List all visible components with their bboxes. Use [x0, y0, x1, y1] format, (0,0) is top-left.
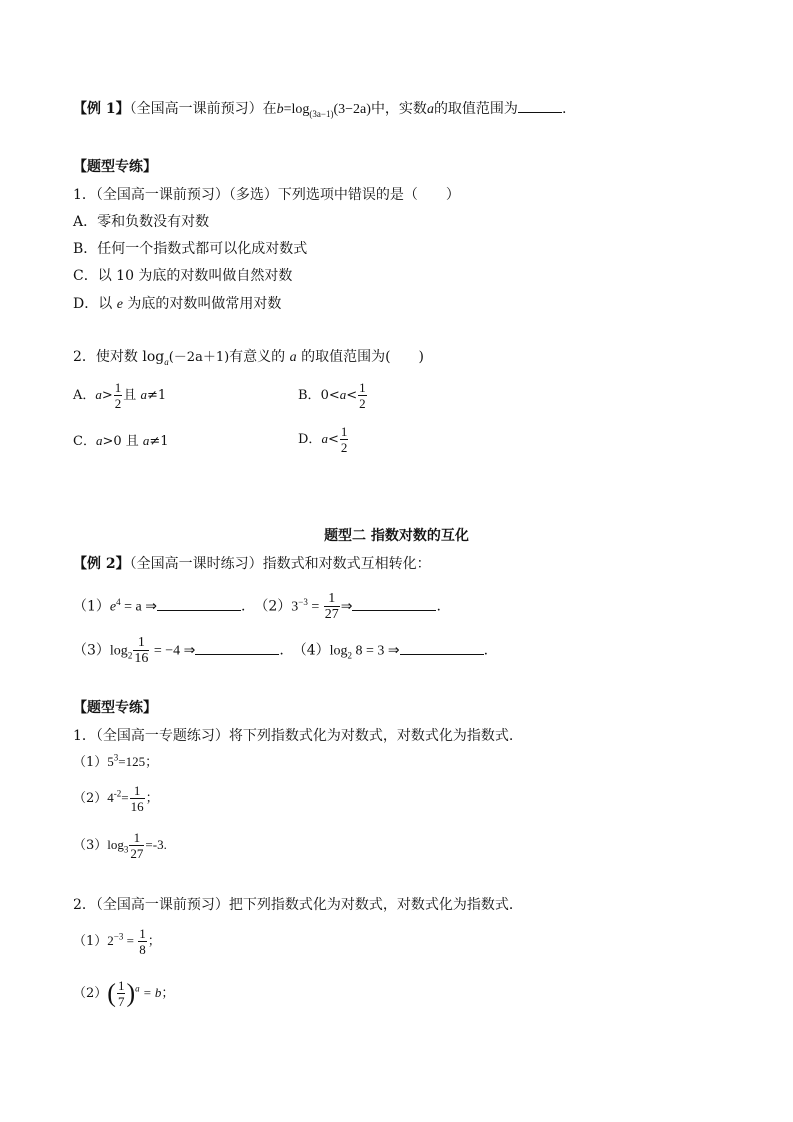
denominator: 8 — [139, 942, 146, 957]
answer-blank[interactable] — [352, 598, 436, 611]
denominator: 16 — [130, 799, 144, 814]
math-expr: log — [329, 643, 348, 659]
text: . — [561, 101, 567, 117]
answer-blank[interactable] — [157, 598, 241, 611]
fraction — [117, 978, 126, 1009]
math-expr: = −4 ⇒ — [150, 643, 196, 659]
log-base: 2 — [127, 650, 133, 661]
text: 的取值范围为( ) — [301, 349, 425, 365]
fraction — [130, 783, 145, 814]
text: . — [436, 598, 441, 615]
text: ； — [147, 934, 161, 949]
left-paren: ( — [107, 978, 116, 1008]
question-2-stem: 2．（全国高一课前预习）把下列指数式化为对数式，对数式化为指数式． — [73, 897, 523, 913]
fraction — [129, 830, 144, 861]
text: < — [327, 432, 339, 447]
answer-blank[interactable] — [195, 642, 279, 655]
denominator: 7 — [117, 994, 125, 1009]
math-expr: = — [121, 790, 129, 805]
numerator: 1 — [359, 380, 366, 395]
text: D．以 — [73, 296, 113, 312]
fraction — [358, 380, 367, 411]
text: 0< — [320, 388, 340, 403]
part-label: （2） — [73, 986, 108, 1001]
denominator: 2 — [340, 440, 348, 455]
text: ； — [161, 986, 175, 1001]
part-label: （3） — [73, 642, 110, 659]
math-expr: 5 — [107, 754, 114, 769]
numerator: 1 — [328, 591, 336, 606]
option-d — [298, 424, 349, 455]
log-base: (3a−1) — [309, 108, 334, 119]
question-1-stem: 1．（全国高一专题练习）将下列指数式化为对数式，对数式化为指数式. — [73, 728, 514, 744]
log-argument: (－2a＋1) — [168, 350, 230, 365]
item-3 — [73, 830, 167, 861]
math-var: a — [140, 387, 147, 402]
math-var: e — [116, 297, 123, 312]
item-2 — [73, 978, 174, 1009]
question-2-stem — [73, 348, 424, 367]
option-label: A． — [73, 388, 96, 403]
fraction — [324, 591, 340, 622]
item-2 — [73, 783, 159, 814]
math-var: a — [142, 433, 150, 448]
exponent: 3 — [113, 752, 119, 763]
math-expr: = a ⇒ — [120, 599, 157, 615]
denominator: 27 — [130, 846, 144, 861]
right-paren: ) — [126, 978, 136, 1008]
text: > — [101, 388, 113, 403]
denominator: 2 — [114, 396, 122, 411]
fraction — [114, 380, 123, 411]
part-label: （3） — [73, 838, 108, 853]
math-expr: 2 — [107, 933, 114, 948]
log-base: 3 — [123, 844, 129, 855]
text: . — [240, 598, 246, 615]
part-label: （1） — [73, 934, 108, 949]
answer-blank[interactable] — [400, 642, 484, 655]
math-expr: =-3. — [145, 837, 167, 852]
denominator: 16 — [134, 651, 149, 666]
math-var: a — [339, 387, 347, 402]
option-label: D． — [298, 432, 322, 447]
option-label: B． — [298, 388, 321, 403]
practice-heading: 【题型专练】 — [73, 700, 157, 716]
numerator: 1 — [133, 830, 141, 845]
math-var: a — [426, 102, 434, 117]
text: . — [483, 642, 489, 659]
text: . — [279, 642, 284, 659]
numerator: 1 — [133, 783, 141, 798]
numerator: 1 — [139, 926, 146, 941]
log-argument: (3−2a) — [333, 102, 371, 117]
example-1 — [73, 100, 566, 119]
example-2-parts-3-4 — [73, 635, 488, 666]
option-b — [298, 380, 368, 411]
option-a — [73, 380, 166, 411]
practice-heading: 【题型专练】 — [73, 159, 157, 175]
text: ≠1 — [149, 434, 169, 449]
numerator: 1 — [340, 424, 348, 439]
text: 2．使对数 log — [73, 349, 165, 365]
log-base: a — [164, 356, 169, 367]
section-title: 题型二 指数对数的互化 — [324, 528, 469, 544]
numerator: 1 — [114, 380, 122, 395]
math-expr: = — [123, 933, 138, 948]
math-expr: 8 = 3 ⇒ — [352, 643, 400, 659]
math-var: a — [95, 433, 103, 448]
text: 且 — [123, 388, 137, 403]
text: 指数式和对数式互相转化： — [262, 556, 431, 572]
math-expr: 4 — [107, 790, 114, 805]
math-var: a — [95, 387, 102, 402]
answer-blank[interactable] — [518, 100, 562, 113]
math-expr: log — [109, 643, 128, 659]
source-tag: （全国高一课时练习） — [129, 556, 263, 572]
option-c — [73, 432, 169, 451]
option-d — [73, 295, 281, 314]
numerator: 1 — [137, 635, 145, 650]
text: >0 且 — [102, 434, 139, 449]
text: 的取值范围为 — [433, 101, 518, 117]
text: 为底的对数叫做常用对数 — [127, 296, 282, 312]
option-c: C．以 10 为底的对数叫做自然对数 — [73, 268, 293, 284]
option-label: C． — [73, 434, 96, 449]
math-expr: = b — [139, 985, 162, 1000]
text: ≠1 — [146, 388, 167, 403]
text: ； — [145, 791, 159, 806]
text: 中，实数 — [370, 101, 427, 117]
math-expr: log — [107, 837, 124, 852]
math-expr: =125； — [118, 754, 159, 769]
example-tag: 【例 1】 — [73, 101, 130, 117]
example-2-parts-1-2 — [73, 591, 441, 622]
math-expr: = — [307, 599, 323, 615]
denominator: 27 — [324, 607, 339, 622]
math-var: e — [109, 599, 117, 615]
source-tag: （全国高一课前预习） — [129, 101, 263, 117]
math-expr: 3 — [291, 599, 299, 615]
part-label: （1） — [73, 755, 108, 770]
option-b: B．任何一个指数式都可以化成对数式 — [73, 241, 308, 257]
question-1-stem: 1．（全国高一课前预习）（多选）下列选项中错误的是（ ） — [73, 187, 460, 203]
fraction — [340, 424, 349, 455]
fraction — [138, 926, 147, 957]
part-label: （4） — [292, 642, 330, 659]
item-1 — [73, 926, 161, 957]
part-label: （2） — [73, 791, 108, 806]
math-expr: ⇒ — [340, 599, 353, 615]
math-var: a — [321, 431, 328, 446]
option-a: A．零和负数没有对数 — [73, 214, 210, 230]
part-label: （2） — [254, 598, 292, 615]
log-text: =log — [283, 102, 310, 117]
exponent: 4 — [116, 596, 121, 607]
text: 在 — [262, 101, 277, 117]
denominator: 2 — [359, 396, 366, 411]
part-label: （1） — [73, 598, 110, 615]
log-base: 2 — [347, 650, 353, 661]
exponent: −3 — [298, 596, 308, 607]
item-1 — [73, 753, 158, 772]
text: < — [346, 388, 358, 403]
math-var: a — [289, 350, 297, 365]
text: 有意义的 — [229, 349, 286, 365]
exponent: a — [135, 983, 140, 994]
example-2 — [73, 555, 431, 573]
exponent: -2 — [113, 788, 122, 799]
exponent: −3 — [113, 931, 124, 942]
fraction — [133, 635, 149, 666]
math-var: b — [276, 102, 284, 117]
numerator: 1 — [117, 978, 125, 993]
example-tag: 【例 2】 — [73, 556, 130, 572]
